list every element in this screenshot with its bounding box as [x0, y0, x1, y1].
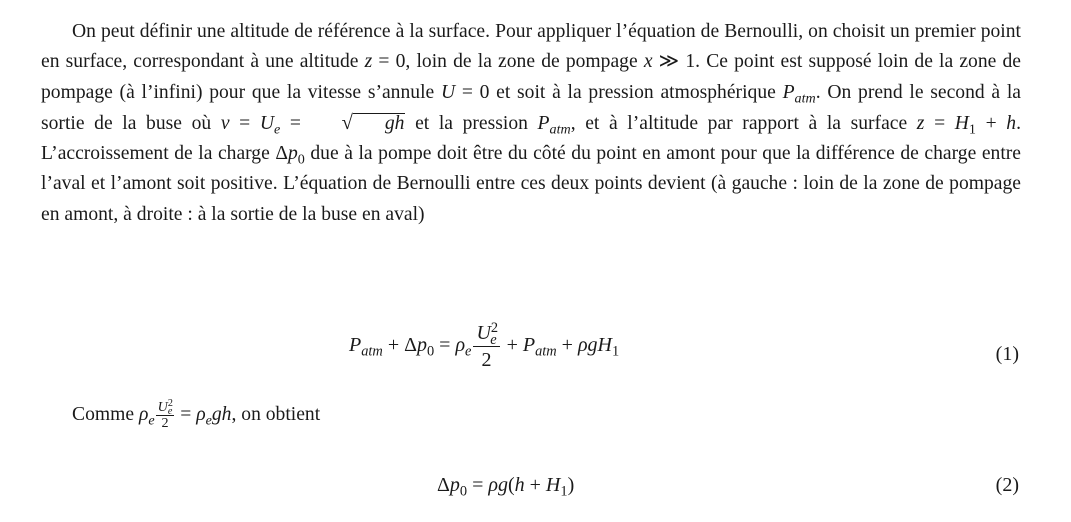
equation-1: $P_{atm} + \Delta p_0 = \rho_e$ $\frac{U^2_e}{2}$ + $P_{atm} + \rho gH_1$: [349, 319, 620, 371]
text-segment: due à la pompe doit être du côté du point en amont pour que la différence de charge entre l’aval et l’amont soit positive. L’équation de Bernoulli entre ces deux points devient (à gauche : loin de la zone de pompage en amont, à droite : à la sortie de la buse en aval): [41, 143, 1021, 225]
text-segment: . L’accroissement de la charge: [41, 112, 1021, 165]
text-segment: . Ce point est supposé loin de la zone de pompage (à l’infini) pour que la vitesse s’annule: [41, 51, 1021, 103]
comme-line: Comme $\rho_e$ $\frac{U^2_e}{2}$ = $\rho_egh$, on obtient: [72, 397, 321, 431]
text-segment: , loin de la zone de pompage: [405, 51, 644, 73]
equation-2-number: (2): [995, 474, 1019, 496]
text-segment: Comme: [72, 403, 139, 425]
text-segment: et soit à la pression atmosphérique: [489, 81, 783, 103]
text-segment: , et à l’altitude par rapport à la surface: [570, 112, 917, 134]
equation-1-number: (1): [995, 343, 1019, 365]
text-segment: On peut définir une altitude de référence à la surface. Pour appliquer l’équation de Bernoulli, on choisit un premier point en surface, correspondant à une altitude: [41, 21, 1021, 73]
text-segment: . On prend le second à la sortie de la buse où: [41, 81, 1021, 134]
equation-2: $\Delta p_0 = \rho g(h + H_1)$: [437, 474, 575, 500]
text-segment: et la pression: [405, 112, 538, 134]
body-paragraph: On peut définir une altitude de référence à la surface. Pour appliquer l’équation de Bernoulli, on choisit un premier point en surface, correspondant à une altitude z = 0, loin de la zone de pompage x ≫ 1. Ce point est supposé loin de la zone de pompage (à l’infini) pour que la vitesse s’annule U = 0 et soit à la pression atmosphérique $P_{atm}$. On prend le second à la sortie de la buse où $v = U_e$ = √ gh et la pression $P_{atm}$, et à l’altitude par rapport à la surface $z = H_1 + h$. L’accroissement de la charge $\Delta p_0$ due à la pompe doit être du côté du point en amont pour que la différence de charge entre l’aval et l’amont soit positive. L’équation de Bernoulli entre ces deux points devient (à gauche : loin de la zone de pompage en amont, à droite : à la sortie de la buse en aval): [41, 21, 1021, 225]
text-segment: , on obtient: [231, 403, 321, 425]
